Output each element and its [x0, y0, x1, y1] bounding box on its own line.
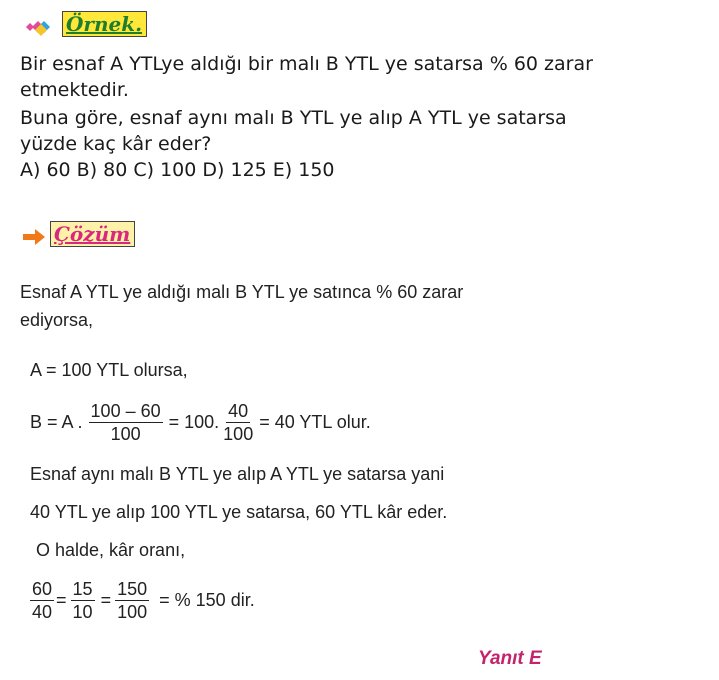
example-header: [24, 12, 147, 38]
fraction-forty: [221, 400, 255, 445]
fraction-15-10-numerator: 15: [72, 579, 93, 599]
question-line-3: Buna göre, esnaf aynı malı B YTL ye alıp A YTL ye satarsa: [20, 107, 567, 129]
arrow-right-icon: [22, 227, 46, 247]
question-line-1: Bir esnaf A YTLye aldığı bir malı B YTL ye satarsa % 60 zarar: [20, 53, 593, 75]
fraction-150-100-numerator: 150: [117, 579, 148, 599]
fraction-60-40-denominator: 40: [32, 602, 53, 622]
solution-header: [22, 222, 135, 247]
step-profit-amount: 40 YTL ye alıp 100 YTL ye satarsa, 60 YTL kâr eder.: [30, 502, 448, 522]
fraction-150-100: [115, 578, 149, 623]
solution-badge: Çözüm: [50, 221, 135, 247]
fraction-15-10-denominator: 10: [72, 602, 93, 622]
step-profit-ratio-label: O halde, kâr oranı,: [36, 540, 186, 560]
diamond-cluster-icon: [24, 16, 58, 38]
fraction-loss-denominator: 100: [110, 424, 141, 444]
fraction-150-100-denominator: 100: [117, 602, 148, 622]
fraction-loss: [89, 400, 163, 445]
fraction-loss-numerator: 100 – 60: [90, 401, 161, 421]
answer-options: A) 60 B) 80 C) 100 D) 125 E) 150: [20, 159, 335, 181]
fraction-forty-numerator: 40: [228, 401, 249, 421]
compute-b-mid: = 100.: [168, 412, 220, 432]
fraction-60-40-numerator: 60: [32, 579, 53, 599]
compute-b-prefix: B = A .: [30, 412, 83, 432]
question-line-2: etmektedir.: [20, 79, 129, 101]
fraction-15-10: [71, 578, 95, 623]
final-answer: Yanıt E: [478, 648, 542, 669]
question-line-4: yüzde kaç kâr eder?: [20, 133, 212, 155]
fraction-60-40: [30, 578, 54, 623]
equals-2: =: [100, 590, 112, 610]
solution-intro-line-1: Esnaf A YTL ye aldığı malı B YTL ye satınca % 60 zarar: [20, 282, 464, 302]
solution-intro-line-2: ediyorsa,: [20, 310, 94, 330]
compute-b-suffix: = 40 YTL olur.: [259, 412, 371, 432]
profit-ratio-result: = % 150 dir.: [159, 590, 255, 610]
step-reverse-trade: Esnaf aynı malı B YTL ye alıp A YTL ye satarsa yani: [30, 464, 445, 484]
step-compute-b: [30, 400, 371, 445]
step-assume-a: A = 100 YTL olursa,: [30, 360, 188, 380]
step-profit-ratio: [28, 578, 255, 623]
fraction-forty-denominator: 100: [223, 424, 254, 444]
equals-1: =: [56, 590, 67, 610]
example-badge: Örnek.: [62, 11, 147, 37]
